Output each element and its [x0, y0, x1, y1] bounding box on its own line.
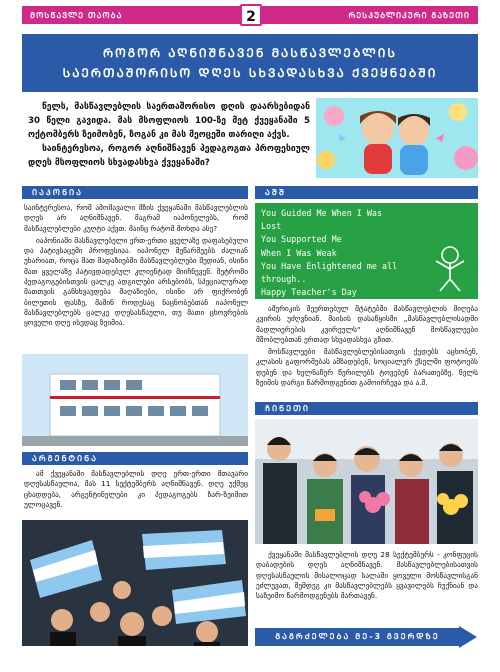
japan-paragraph-2: იაპონიაში მასწავლებელი ერთ-ერთი ყველაზე დაფასებული და პატივსაცემი პროფესიაა. იაპონელ მეწარმეებს ძალიან უხარიათ, როცა მათ მადაზიებში მასწავლებლები შედიან, ისინი მათ ყველაზე პატივდადებულ კლიენტად მიიჩნევენ. მეტროში პედაგოგებისთვის ცალკე ადგილები არსებობს, სპეციალურად მათთვის განსხვავდება მაღაზიები, ისინი არ ფიქრობენ ბილეთის ფასზე, მაშინ როდესაც ნაცნობებთან იაპონელ მასწავლებლებს ცალკე დღესასწაული, თუ მათი ცხოვრების ყოველი დღე ისედაც ზეიმია.	[24, 235, 248, 328]
argentina-paragraph-1: ამ ქვეყანაში მასწავლებლის დღე ერთ-ერთი მთავარი დღესასწაულია, მას 11 სექტემბერს აღნიშნავენ. დღე უქმეც ცხადდება, არგენტინელები კი პედაგოგებს ზარ-ზეიმით ულოცავენ.	[24, 469, 248, 509]
headline-line-2: ᲡᲐᲔᲠᲗᲐᲨᲝᲠᲘᲡᲝ ᲓᲦᲔᲡ ᲡᲮᲕᲐᲓᲐᲡᲮᲕᲐ ᲥᲕᲔᲧᲜᲔᲑᲨᲘ	[62, 66, 438, 80]
page-number: 2	[240, 4, 262, 26]
argentina-crowd-photo	[22, 520, 248, 646]
section-header-argentina	[22, 452, 248, 465]
intro-text	[28, 100, 310, 170]
arrow-right-icon	[459, 626, 477, 648]
china-text	[256, 550, 478, 601]
section-title-japan: ᲘᲐᲞᲝᲜᲘᲐ	[32, 188, 83, 197]
usa-text	[256, 304, 478, 388]
poster-line-4: When I Was Weak	[261, 247, 337, 258]
page-title	[22, 34, 478, 92]
poster-line-1: You Guided Me When I Was	[261, 208, 383, 218]
china-students-photo	[255, 419, 478, 544]
intro-paragraph-2: საინტერესოა, როგორ აღნიშნავენ პედაგოგთა პროფესიულ დღეს მსოფლიოს სხვადასხვა ქვეყანაში?	[28, 144, 310, 168]
poster-line-6: through..	[261, 274, 307, 285]
newspaper-label: ᲠᲔᲡᲞᲣᲑᲚᲘᲙᲣᲠᲘ ᲒᲐᲖᲔᲗᲘ	[348, 11, 470, 20]
poster-line-2: Lost	[261, 221, 282, 232]
section-header-china	[255, 402, 478, 415]
section-title-argentina: ᲐᲠᲒᲔᲜᲢᲘᲜᲐ	[32, 454, 98, 463]
section-header-japan	[22, 186, 248, 199]
children-illustration	[316, 98, 478, 178]
china-paragraph-1: ქვეყანაში მასწავლებლის დღე 28 სექტემბერს - კონფუცის დაბადების დღეს აღნიშნავენ. მასწავლებლებისათვის დღესასწაულის მისალოცად სალამი ყოველი მოსწავლისგან ეძლევათ, შემდეგ კი მასწავლებლებს ყვავილებს ჩუქნიან და საზეიმო წარმოდგენებს მართავენ.	[256, 550, 478, 601]
section-label: ᲛᲝᲡᲬᲐᲕᲚᲔ ᲗᲐᲝᲑᲐ	[30, 11, 123, 20]
top-bar	[22, 6, 478, 24]
argentina-text	[24, 469, 248, 510]
japan-paragraph-1: საინტერესოა, რომ ამომავალი მზის ქვეყანაში მასწავლებლის დღეს არ აღნიშნავენ. მაგრამ იაპონელებს, რომ მასწავლებლები კუღტი აქვთ. მაინც რატომ მოხდა ასე?	[24, 203, 248, 233]
usa-paragraph-1: ამერიკის შეერთებულ შტატებში მასწავლებლის მიღება კვირის უძღვნიან. მაისის დასაწყისში „მასწავლებლისადმი მადლიერების კვირეულს“ აღნიშნავენ მოსწავლეები მშობლებთან ერთად სხვადასხვა გზით.	[256, 304, 478, 344]
poster-line-5: You Have Enlightened me all	[261, 260, 398, 271]
poster-line-3: You Supported Me	[261, 234, 342, 245]
intro-paragraph-1: წელს, მასწავლებლის საერთაშორისო დღის დაარსებიდან 30 წელი გავიდა. მას მსოფლიოს 100-ზე მეტ ქვეყანაში 5 ოქტომბერს ზეიმობენ, ზოგან კი მას მეოცეში თარიღი აქვს.	[28, 102, 310, 140]
japan-text	[24, 203, 248, 329]
continue-label: ᲒᲐᲒᲠᲫᲔᲚᲔᲑᲐ ᲛᲔ-3 ᲒᲕᲔᲠᲓᲖᲔ	[255, 628, 460, 646]
poster-line-7: Happy Teacher's Day	[261, 287, 357, 298]
stick-figure-icon	[428, 245, 472, 293]
continue-banner[interactable]	[255, 628, 477, 646]
headline-line-1: ᲠᲝᲒᲝᲠ ᲐᲦᲜᲘᲨᲜᲐᲕᲔᲜ ᲛᲐᲡᲬᲐᲕᲚᲔᲑᲚᲘᲡ	[102, 46, 398, 60]
section-header-usa	[255, 186, 478, 199]
japan-school-photo	[22, 354, 248, 446]
usa-paragraph-2: მოსწავლეები მასწავლებლებისათვის ქედებს აცხობენ, კლასის გაფორმებას ამზადებენ, სოციალურ ქსელში ფოტოებს დებენ და ხელნაწერ წერილებს ტოვებენ ბარათებზე. წელს ზეიმის დარგი წარმოდგენით გამოირჩევა და ა.შ.	[256, 347, 478, 388]
section-title-china: ᲩᲘᲜᲔᲗᲘ	[265, 404, 310, 413]
teachers-day-poster	[255, 203, 478, 299]
section-title-usa: ᲐᲨᲨ	[265, 188, 287, 197]
